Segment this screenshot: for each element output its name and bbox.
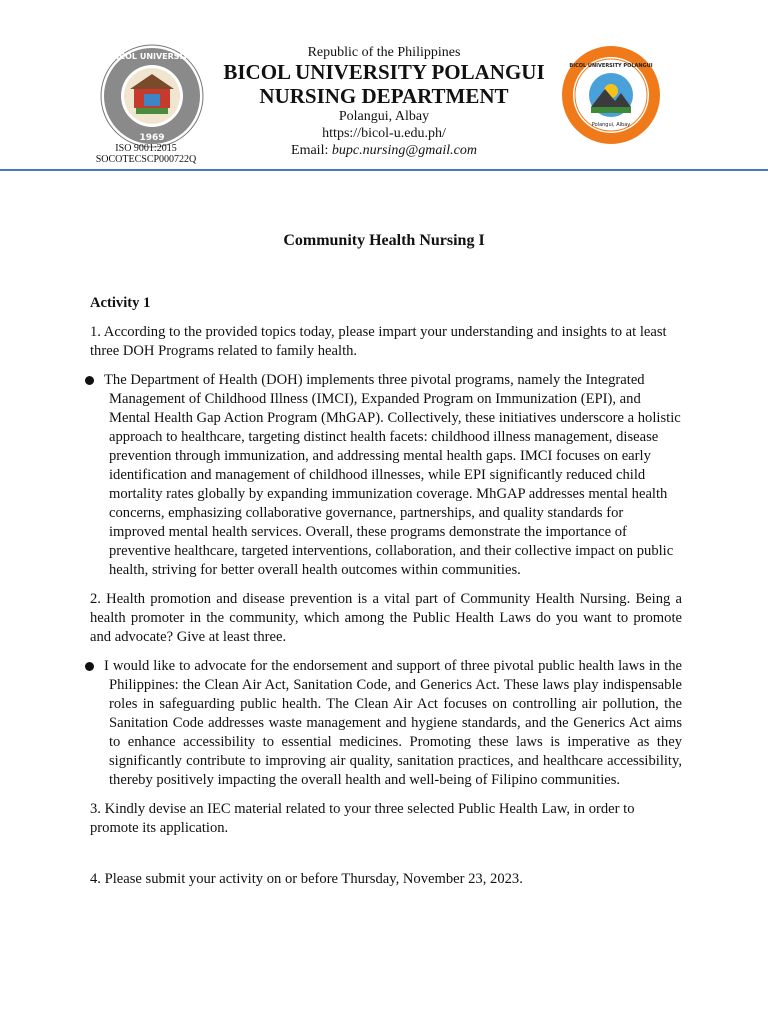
question-1: 1. According to the provided topics today, please impart your understanding and insights to at least three DOH Programs related to family health. [90,324,667,359]
letterhead-text [204,44,564,159]
department-name: NURSING DEPARTMENT [259,84,509,108]
email-link[interactable]: bupc.nursing@gmail.com [331,143,477,158]
republic-line: Republic of the Philippines [307,45,461,60]
campus-seal-arc-text: BICOL UNIVERSITY POLANGUI [569,63,653,69]
header-divider [0,169,768,171]
answer-1 [88,371,682,580]
iso-certification [86,143,206,165]
answer-1-text: The Department of Health (DOH) implements three pivotal programs, namely the Integrated Management of Childhood Illness (IMCI), Expanded Program on Immunization (EPI), and Mental Health Gap Action Program (MhGAP). Collectively, these initiatives underscore a holistic approach to healthcare, targeting distinct health facets: childhood illness management, disease prevention through immunization, and addressing mental health gaps. IMCI focuses on early identification and management of childhood illnesses, while EPI significantly reduced child mortality rates globally by expanding immunization coverage. MhGAP addresses mental health concerns, emphasizing collaborative governance, partnerships, and quality standards for improved mental health services. Overall, these programs demonstrate the importance of preventive healthcare, targeted interventions, collaboration, and their collective impact on public health, striving for better overall health outcomes within communities. [104,372,681,578]
question-2: 2. Health promotion and disease prevention is a vital part of Community Health Nursing. Being a health promoter in the community, which among the Public Health Laws do you want to promote and advocate? Give at least three. [90,591,682,645]
location-line: Polangui, Albay [338,109,430,124]
campus-seal-caption: Polangui, Albay [591,122,631,128]
polangui-campus-seal-logo [561,45,661,145]
iso-certificate-number: SOCOTECSCP000722Q [95,154,197,165]
email-line [204,142,564,159]
university-name: BICOL UNIVERSITY POLANGUI [223,60,545,84]
bicol-university-seal-logo [100,44,204,148]
bullet-icon [85,662,94,671]
bullet-icon [85,376,94,385]
activity-heading: Activity 1 [90,295,151,311]
letterhead [0,0,768,172]
iso-standard: ISO 9001:2015 [115,143,177,154]
seal-year: 1969 [139,133,165,143]
answer-2-text: I would like to advocate for the endorsement and support of three pivotal public health laws in the Philippines: the Clean Air Act, Sanitation Code, and Generics Act. These laws play indispensable roles in safeguarding public health. The Clean Air Act focuses on controlling air pollution, the Sanitation Code addresses waste management and hygiene standards, and the Generics Act aims to enhance accessibility to essential medicines. Promoting these laws is imperative as they significantly contribute to improving air quality, sanitation practices, and healthcare accessibility, thereby positively impacting the overall health and well-being of Filipino communities. [104,658,682,788]
email-label: Email: [291,143,329,158]
question-3: 3. Kindly devise an IEC material related to your three selected Public Health Law, in order to promote its application. [90,801,635,836]
question-4: 4. Please submit your activity on or before Thursday, November 23, 2023. [90,871,523,887]
seal-arc-text: BICOL UNIVERSITY [110,52,194,61]
document-body [88,294,682,899]
website-link[interactable]: https://bicol-u.edu.ph/ [322,126,446,141]
answer-2 [88,657,682,790]
document-title: Community Health Nursing I [283,232,485,249]
